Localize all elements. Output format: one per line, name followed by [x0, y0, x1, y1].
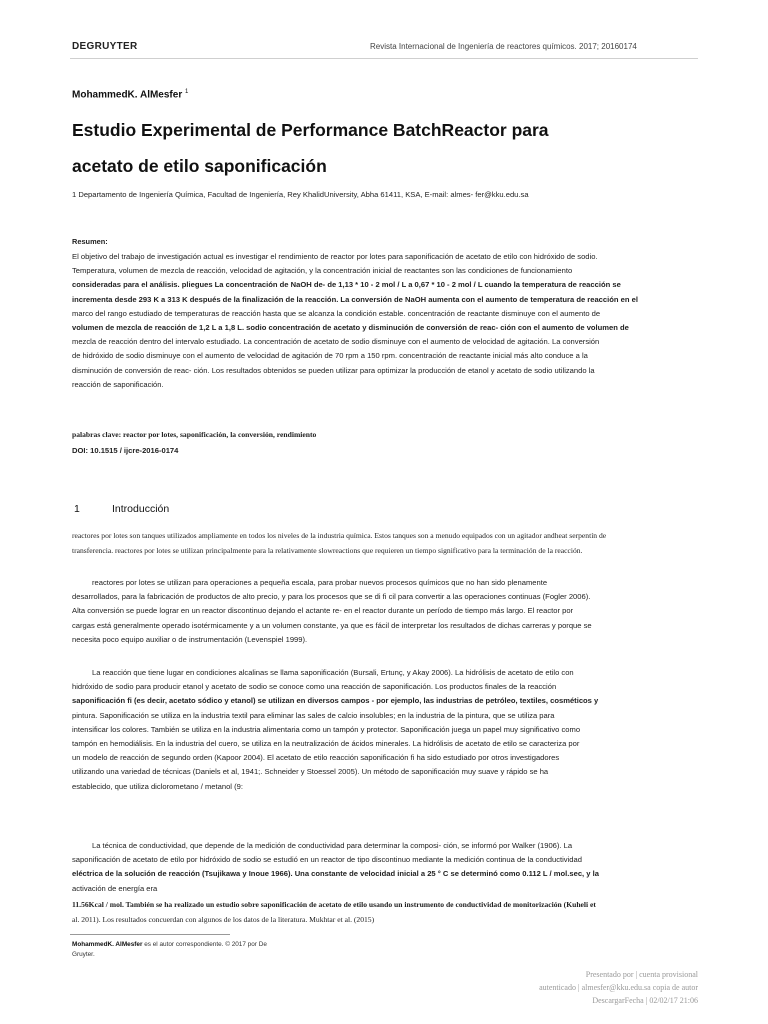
doi-link[interactable]: DOI: 10.1515 / ijcre-2016-0174 [72, 446, 179, 455]
paragraph-line: saponificación de acetato de etilo por hidróxido de sodio se estudió en un reactor de tipo discontinuo mediante la medición continua de la conductividad [72, 855, 582, 865]
header-divider [70, 58, 698, 59]
paragraph-line: tampón en hemodiálisis. En la industria del cuero, se utiliza en la neutralización de ácidos minerales. La hidrólisis de acetato de etilo se caracteriza por [72, 739, 580, 749]
stamp-line: autenticado | almesfer@kku.edu.sa copia de autor [539, 983, 698, 992]
paragraph-line: La reacción que tiene lugar en condiciones alcalinas se llama saponificación (Bursali, Ertunç, y Akay 2006). La hidrólisis de acetato de etilo con [92, 668, 574, 677]
paragraph-line: cargas está generalmente operado isotérmicamente y a un volumen constante, ya que es fácil de interpretar los resultados de dichas carreras y porque se [72, 620, 592, 630]
abstract-line: disminución de conversión de reac- ción. Los resultados obtenidos se pueden utilizar para optimizar la producción de etanol y acetato de sodio utilizando la [72, 365, 595, 375]
footnote-divider [70, 934, 230, 935]
abstract-line: Temperatura, volumen de mezcla de reacción, velocidad de agitación, y la concentración inicial de reactantes son las condiciones de funcionamiento [72, 266, 573, 276]
paragraph-line: La técnica de conductividad, que depende de la medición de conductividad para determinar la composi- ción, se informó por Walker (1906). La [92, 841, 573, 850]
journal-citation: Revista Internacional de Ingeniería de reactores químicos. 2017; 20160174 [370, 42, 637, 51]
download-stamp [539, 968, 698, 1007]
footnote [72, 940, 267, 960]
paragraph-line: eléctrica de la solución de reacción (Tsujikawa y Inoue 1966). Una constante de velocidad inicial a 25 ° C se determinó como 0.112 L / mol.sec, y la [72, 869, 599, 879]
paragraph-line: intensificar los colores. También se utiliza en la industria alimentaria como un tampón y protector. Saponificación juega un papel muy significativo como [72, 724, 581, 734]
section-number: 1 [74, 503, 80, 515]
paragraph-line: activación de energía era [72, 883, 158, 893]
intro-paragraph-2 [72, 576, 700, 647]
author-line [72, 89, 188, 100]
abstract-line: reacción de saponificación. [72, 379, 164, 389]
abstract-line: marco del rango estudiado de temperaturas de reacción hasta que se alcanza la condición estable. concentración de reactante disminuye con el aumento de [72, 308, 601, 318]
paragraph-line: hidróxido de sodio para producir etanol y acetato de sodio se conoce como una reacción de saponificación. Los productos finales de la reacción [72, 682, 557, 692]
intro-paragraph-4 [72, 839, 700, 896]
stamp-line: DescargarFecha | 02/02/17 21:06 [592, 996, 698, 1005]
publisher-name: DEGRUYTER [72, 41, 138, 52]
paragraph-line: al. 2011). Los resultados concuerdan con algunos de los datos de la literatura. Mukhtar et al. (2015) [72, 914, 375, 924]
paragraph-line: transferencia. reactores por lotes se utilizan principalmente para la relativamente slowreactions que requieren un tiempo significativo para la terminación de la reacción. [72, 545, 583, 555]
affiliation: 1 Departamento de Ingeniería Química, Facultad de Ingeniería, Rey KhalidUniversity, Abha 61411, KSA, E-mail: almes- fer@kku.edu.sa [72, 190, 529, 199]
abstract-label: Resumen: [72, 237, 108, 246]
paragraph-line: desarrollados, para la fabricación de productos de alto precio, y para los procesos que se di fi cil para convertir a las operaciones continuas (Fogler 2006). [72, 592, 591, 602]
title-line-1: Estudio Experimental de Performance BatchReactor para [72, 120, 549, 140]
keywords: palabras clave: reactor por lotes, saponificación, la conversión, rendimiento [72, 430, 317, 439]
author-affiliation-mark: 1 [185, 89, 189, 95]
intro-paragraph-3 [72, 666, 700, 794]
intro-paragraph-5 [72, 898, 700, 927]
paragraph-line: reactores por lotes son tanques utilizados ampliamente en todos los niveles de la industria química. Estos tanques son a menudo equipados con un agitador andheat serpentín de [72, 531, 607, 540]
abstract-line: consideradas para el análisis. pliegues La concentración de NaOH de- de 1,13 * 10 - 2 mol / L a 0,67 * 10 - 2 mol / L cuando la temperatura de reacción se [72, 280, 621, 290]
intro-paragraph-1 [72, 529, 700, 558]
stamp-line: Presentado por | cuenta provisional [585, 970, 698, 979]
paragraph-line: necesita poco equipo auxiliar o de instrumentación (Levenspiel 1999). [72, 634, 308, 644]
abstract-body [72, 250, 700, 392]
abstract-line: incrementa desde 293 K a 313 K después de la finalización de la reacción. La conversión de NaOH aumenta con el aumento de temperatura de reacción en el [72, 294, 638, 304]
author-name: MohammedK. AlMesfer [72, 89, 183, 101]
paragraph-line: Alta conversión se puede lograr en un reactor discontinuo dejando el actante re- en el reactor durante un período de tiempo más largo. El reactor por [72, 606, 574, 616]
abstract-line: de hidróxido de sodio disminuye con el aumento de velocidad de agitación de 70 rpm a 150 rpm. concentración de reactante inicial más alto conduce a la [72, 351, 588, 361]
title-line-2: acetato de etilo saponificación [72, 156, 327, 176]
footnote-text: es el autor correspondiente. © 2017 por De [142, 941, 267, 948]
abstract-line: mezcla de reacción dentro del intervalo estudiado. La concentración de acetato de sodio disminuye con el aumento de velocidad de agitación. La conversión [72, 337, 600, 347]
paragraph-line: 11.56Kcal / mol. También se ha realizado un estudio sobre saponificación de acetato de etilo usando un instrumento de conductividad de monitorización (Kuheli et [72, 900, 596, 909]
paragraph-line: pintura. Saponificación se utiliza en la industria textil para eliminar las sales de calcio insolubles; en la industria de la pintura, que se utiliza para [72, 710, 555, 720]
paragraph-line: reactores por lotes se utilizan para operaciones a pequeña escala, para probar nuevos procesos químicos que no han sido plenamente [92, 578, 548, 587]
section-title: Introducción [112, 503, 170, 515]
paragraph-line: establecido, que utiliza diclorometano / metanol (9: [72, 781, 243, 791]
abstract-line: El objetivo del trabajo de investigación actual es investigar el rendimiento de reactor por lotes para saponificación de acetato de etilo con hidróxido de sodio. [72, 252, 598, 261]
paragraph-line: un modelo de reacción de segundo orden (Kapoor 2004). El acetato de etilo reacción saponificación fi ha sido estudiado por otros investigadores [72, 753, 560, 763]
footnote-author: MohammedK. AlMesfer [72, 941, 143, 948]
footnote-text-2: Gruyter. [72, 951, 95, 958]
paragraph-line: saponificación fi (es decir, acetato sódico y etanol) se utilizan en diversos campos - por ejemplo, las industrias de petróleo, textiles, cosméticos y [72, 696, 599, 706]
paragraph-line: utilizando una variedad de técnicas (Daniels et al, 1941;. Schneider y Stoessel 2005). Un método de saponificación muy suave y rápido se ha [72, 767, 549, 777]
abstract-line: volumen de mezcla de reacción de 1,2 L a 1,8 L. sodio concentración de acetato y disminución de conversión de reac- ción con el aumento de volumen de [72, 323, 629, 333]
